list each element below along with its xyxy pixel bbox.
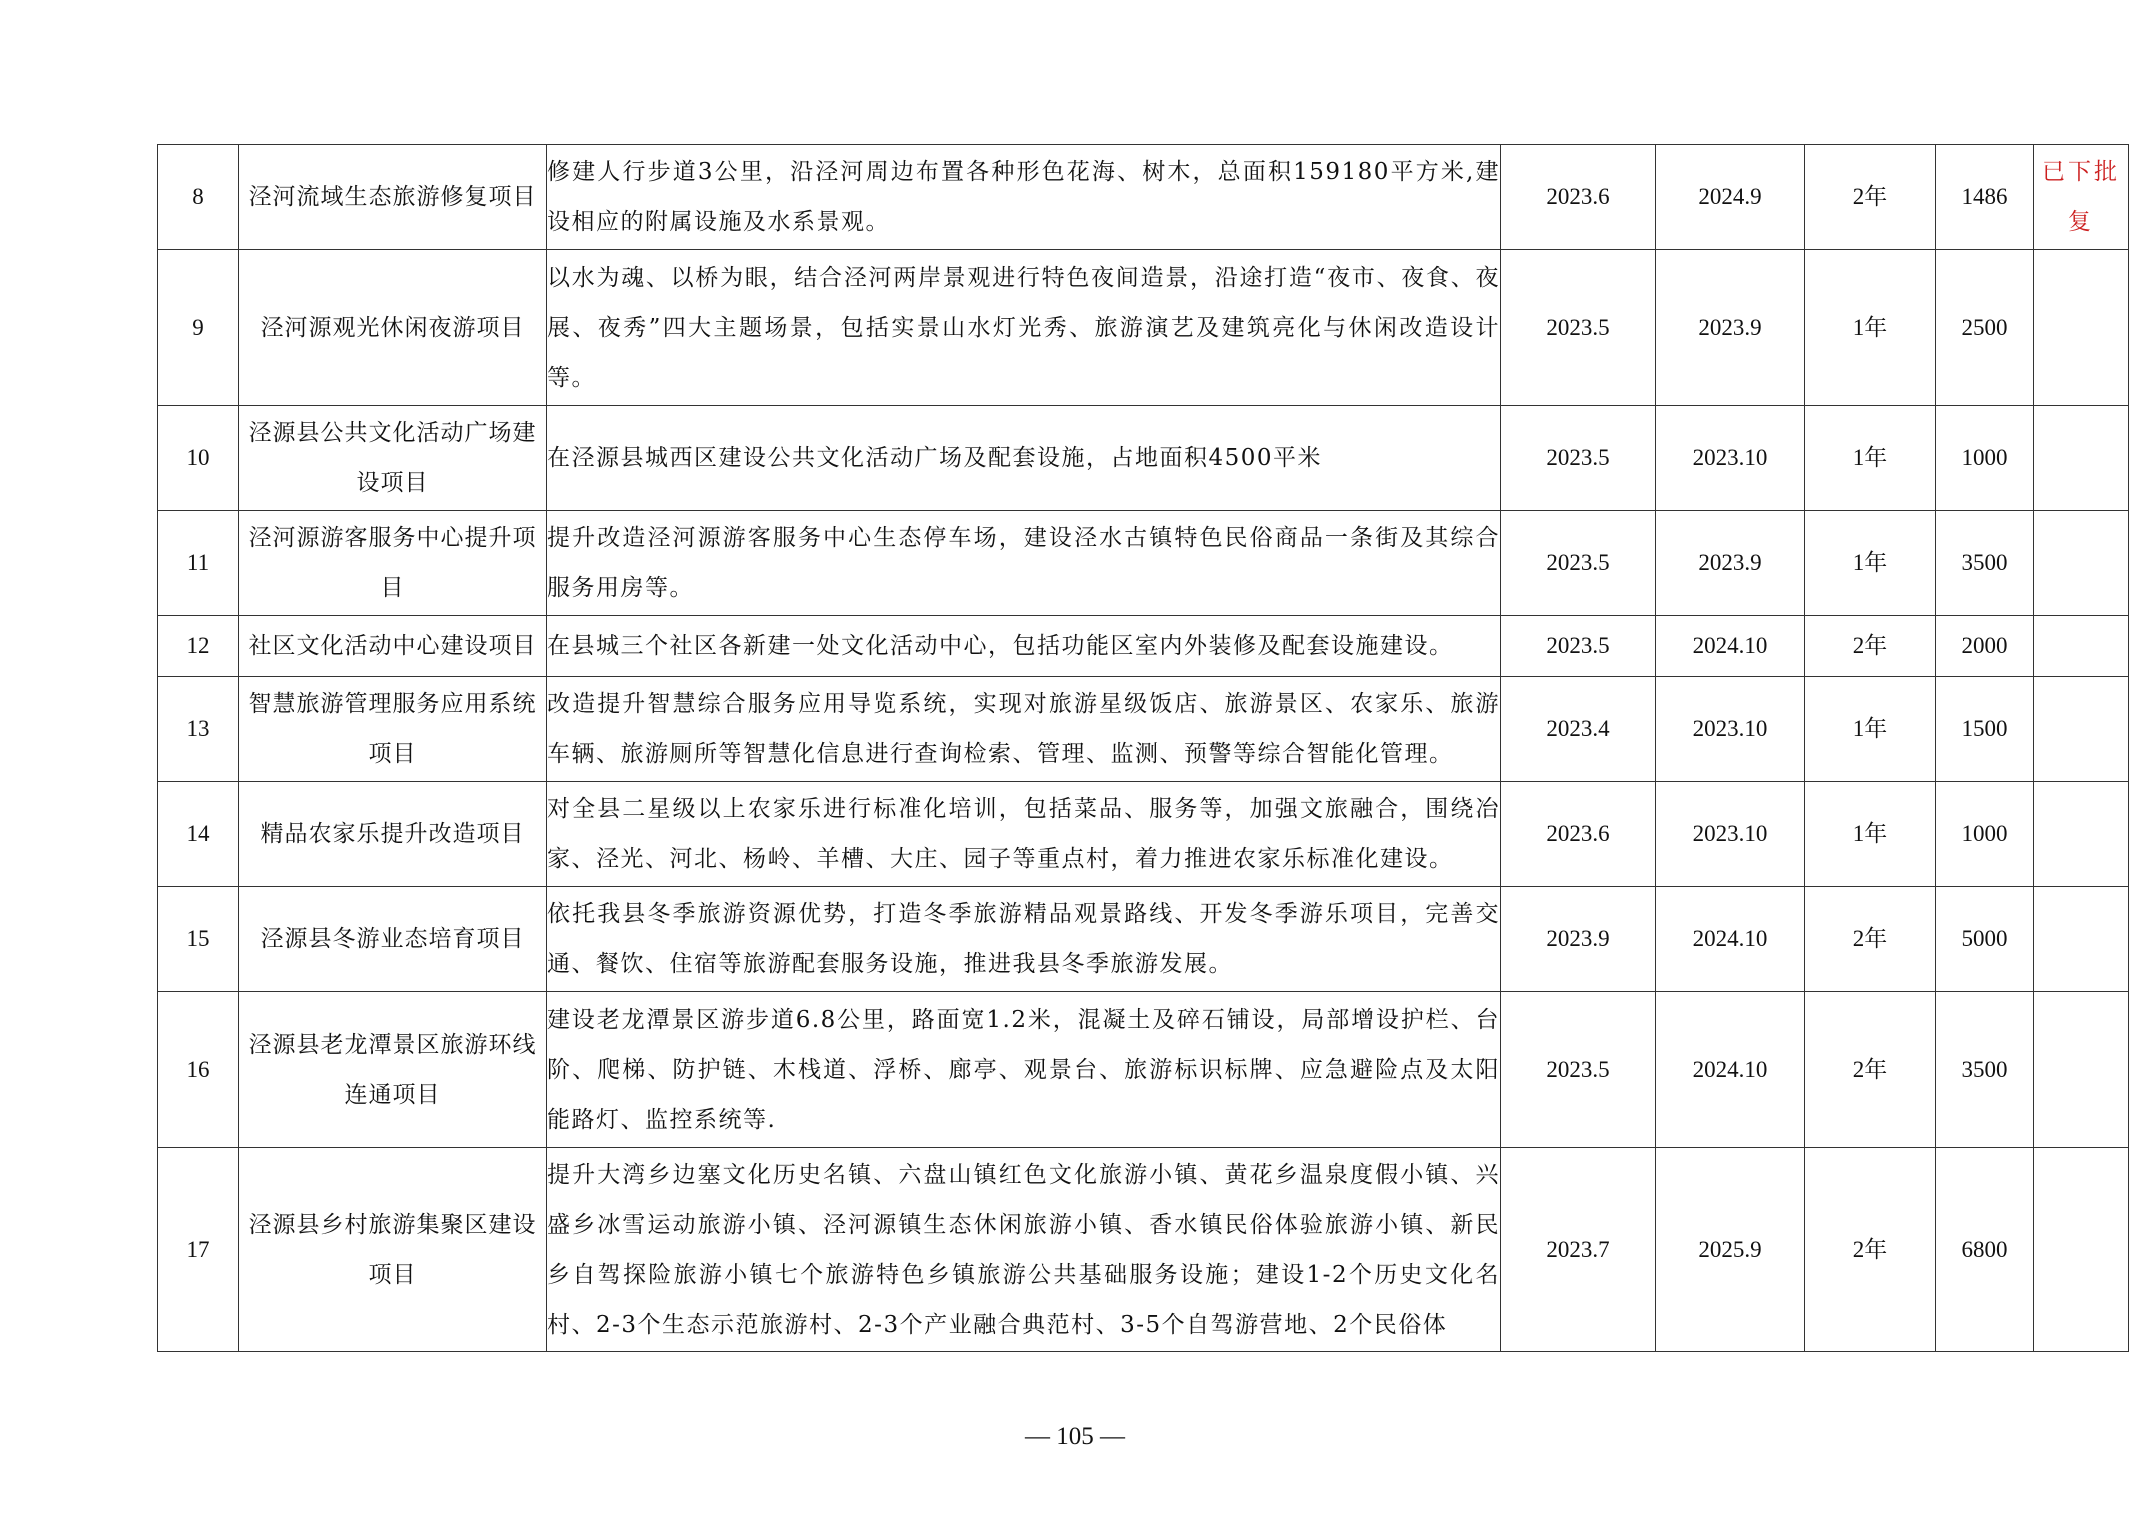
table-row xyxy=(158,677,2129,782)
project-name-cell: 社区文化活动中心建设项目 xyxy=(239,616,547,677)
investment-cell: 6800 xyxy=(1936,1148,2034,1352)
table-row xyxy=(158,511,2129,616)
project-content-cell: 对全县二星级以上农家乐进行标准化培训，包括菜品、服务等，加强文旅融合，围绕冶家、泾光、河北、杨岭、羊槽、大庄、园子等重点村，着力推进农家乐标准化建设。 xyxy=(547,782,1501,887)
row-number-cell: 13 xyxy=(158,677,239,782)
construction-period-cell: 1年 xyxy=(1805,677,1936,782)
row-number-cell: 10 xyxy=(158,406,239,511)
end-date-cell: 2025.9 xyxy=(1656,1148,1805,1352)
note-cell xyxy=(2034,1148,2129,1352)
page-number: — 105 — xyxy=(1025,1423,1125,1450)
investment-cell: 1486 xyxy=(1936,145,2034,250)
end-date-cell: 2024.9 xyxy=(1656,145,1805,250)
construction-period-cell: 2年 xyxy=(1805,145,1936,250)
investment-cell: 5000 xyxy=(1936,887,2034,992)
row-number-cell: 12 xyxy=(158,616,239,677)
investment-cell: 1000 xyxy=(1936,782,2034,887)
construction-period-cell: 2年 xyxy=(1805,992,1936,1148)
table-row xyxy=(158,616,2129,677)
project-name-cell: 精品农家乐提升改造项目 xyxy=(239,782,547,887)
note-cell xyxy=(2034,511,2129,616)
note-cell xyxy=(2034,616,2129,677)
table-row xyxy=(158,782,2129,887)
project-content-cell: 提升大湾乡边塞文化历史名镇、六盘山镇红色文化旅游小镇、黄花乡温泉度假小镇、兴盛乡冰雪运动旅游小镇、泾河源镇生态休闲旅游小镇、香水镇民俗体验旅游小镇、新民乡自驾探险旅游小镇七个旅游特色乡镇旅游公共基础服务设施；建设1-2个历史文化名村、2-3个生态示范旅游村、2-3个产业融合典范村、3-5个自驾游营地、2个民俗体 xyxy=(547,1148,1501,1352)
project-content-cell: 在泾源县城西区建设公共文化活动广场及配套设施，占地面积4500平米 xyxy=(547,406,1501,511)
end-date-cell: 2023.9 xyxy=(1656,250,1805,406)
table-row xyxy=(158,406,2129,511)
construction-period-cell: 2年 xyxy=(1805,1148,1936,1352)
note-cell xyxy=(2034,250,2129,406)
start-date-cell: 2023.6 xyxy=(1501,145,1656,250)
table-row xyxy=(158,992,2129,1148)
project-name-cell: 泾河流域生态旅游修复项目 xyxy=(239,145,547,250)
note-cell xyxy=(2034,406,2129,511)
construction-period-cell: 1年 xyxy=(1805,406,1936,511)
note-cell: 已下批复 xyxy=(2034,145,2129,250)
end-date-cell: 2024.10 xyxy=(1656,616,1805,677)
project-content-cell: 在县城三个社区各新建一处文化活动中心，包括功能区室内外装修及配套设施建设。 xyxy=(547,616,1501,677)
project-name-cell: 智慧旅游管理服务应用系统项目 xyxy=(239,677,547,782)
project-content-cell: 提升改造泾河源游客服务中心生态停车场，建设泾水古镇特色民俗商品一条街及其综合服务用房等。 xyxy=(547,511,1501,616)
table-body xyxy=(158,145,2129,1352)
row-number-cell: 11 xyxy=(158,511,239,616)
note-cell xyxy=(2034,887,2129,992)
row-number-cell: 8 xyxy=(158,145,239,250)
end-date-cell: 2024.10 xyxy=(1656,992,1805,1148)
start-date-cell: 2023.6 xyxy=(1501,782,1656,887)
end-date-cell: 2023.10 xyxy=(1656,677,1805,782)
row-number-cell: 16 xyxy=(158,992,239,1148)
construction-period-cell: 2年 xyxy=(1805,616,1936,677)
investment-cell: 3500 xyxy=(1936,992,2034,1148)
table-row xyxy=(158,887,2129,992)
investment-cell: 2000 xyxy=(1936,616,2034,677)
table-row xyxy=(158,250,2129,406)
start-date-cell: 2023.5 xyxy=(1501,250,1656,406)
note-cell xyxy=(2034,677,2129,782)
project-name-cell: 泾源县公共文化活动广场建设项目 xyxy=(239,406,547,511)
project-content-cell: 修建人行步道3公里，沿泾河周边布置各种形色花海、树木，总面积159180平方米,建设相应的附属设施及水系景观。 xyxy=(547,145,1501,250)
note-cell xyxy=(2034,992,2129,1148)
table-row xyxy=(158,145,2129,250)
end-date-cell: 2023.10 xyxy=(1656,406,1805,511)
project-content-cell: 以水为魂、以桥为眼，结合泾河两岸景观进行特色夜间造景，沿途打造“夜市、夜食、夜展、夜秀”四大主题场景，包括实景山水灯光秀、旅游演艺及建筑亮化与休闲改造设计等。 xyxy=(547,250,1501,406)
project-name-cell: 泾源县乡村旅游集聚区建设项目 xyxy=(239,1148,547,1352)
end-date-cell: 2023.9 xyxy=(1656,511,1805,616)
project-name-cell: 泾河源观光休闲夜游项目 xyxy=(239,250,547,406)
investment-cell: 1000 xyxy=(1936,406,2034,511)
project-name-cell: 泾源县老龙潭景区旅游环线连通项目 xyxy=(239,992,547,1148)
row-number-cell: 14 xyxy=(158,782,239,887)
start-date-cell: 2023.5 xyxy=(1501,406,1656,511)
end-date-cell: 2024.10 xyxy=(1656,887,1805,992)
row-number-cell: 17 xyxy=(158,1148,239,1352)
investment-cell: 1500 xyxy=(1936,677,2034,782)
start-date-cell: 2023.5 xyxy=(1501,992,1656,1148)
construction-period-cell: 1年 xyxy=(1805,250,1936,406)
start-date-cell: 2023.5 xyxy=(1501,616,1656,677)
row-number-cell: 9 xyxy=(158,250,239,406)
project-table xyxy=(157,144,2129,1352)
investment-cell: 2500 xyxy=(1936,250,2034,406)
note-cell xyxy=(2034,782,2129,887)
investment-cell: 3500 xyxy=(1936,511,2034,616)
table-row xyxy=(158,1148,2129,1352)
project-content-cell: 依托我县冬季旅游资源优势，打造冬季旅游精品观景路线、开发冬季游乐项目，完善交通、餐饮、住宿等旅游配套服务设施，推进我县冬季旅游发展。 xyxy=(547,887,1501,992)
row-number-cell: 15 xyxy=(158,887,239,992)
project-content-cell: 建设老龙潭景区游步道6.8公里，路面宽1.2米，混凝土及碎石铺设，局部增设护栏、台阶、爬梯、防护链、木栈道、浮桥、廊亭、观景台、旅游标识标牌、应急避险点及太阳能路灯、监控系统等. xyxy=(547,992,1501,1148)
end-date-cell: 2023.10 xyxy=(1656,782,1805,887)
start-date-cell: 2023.5 xyxy=(1501,511,1656,616)
project-content-cell: 改造提升智慧综合服务应用导览系统，实现对旅游星级饭店、旅游景区、农家乐、旅游车辆、旅游厕所等智慧化信息进行查询检索、管理、监测、预警等综合智能化管理。 xyxy=(547,677,1501,782)
construction-period-cell: 1年 xyxy=(1805,782,1936,887)
project-name-cell: 泾河源游客服务中心提升项目 xyxy=(239,511,547,616)
start-date-cell: 2023.4 xyxy=(1501,677,1656,782)
start-date-cell: 2023.9 xyxy=(1501,887,1656,992)
project-name-cell: 泾源县冬游业态培育项目 xyxy=(239,887,547,992)
construction-period-cell: 2年 xyxy=(1805,887,1936,992)
construction-period-cell: 1年 xyxy=(1805,511,1936,616)
start-date-cell: 2023.7 xyxy=(1501,1148,1656,1352)
